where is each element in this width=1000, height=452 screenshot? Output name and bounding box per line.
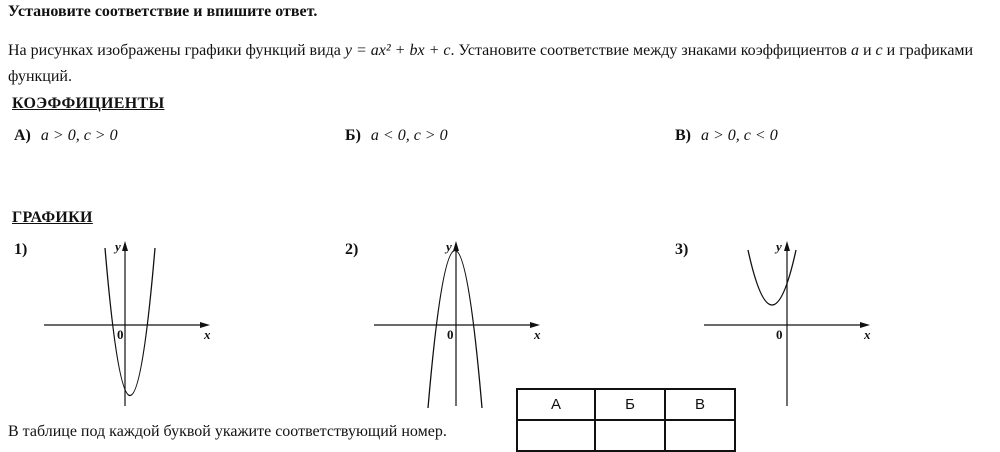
coefficient-option-a — [14, 127, 118, 145]
coefficient-a: a — [850, 42, 859, 59]
graph-label-3: 3) — [675, 241, 689, 258]
answer-table-input-row — [517, 420, 735, 451]
graph-1-y-arrow-icon — [122, 241, 128, 251]
graph-3 — [700, 238, 880, 408]
graph-1-x-label: x — [204, 327, 211, 342]
answer-table-header-row — [517, 389, 735, 420]
coefficients-heading: КОЭФФИЦИЕНТЫ — [12, 95, 165, 112]
answer-header-a: А — [517, 389, 595, 420]
graph-2-y-label: y — [446, 239, 452, 254]
coefficient-c: c — [875, 42, 883, 59]
option-condition-v: a > 0, c < 0 — [701, 127, 778, 144]
graph-2-parabola — [428, 251, 482, 409]
graph-1-parabola — [105, 248, 155, 396]
task-instruction — [8, 38, 993, 90]
table-prompt: В таблице под каждой буквой укажите соответствующий номер. — [8, 423, 447, 440]
graph-3-x-label: x — [864, 327, 871, 342]
instruction-text-end: и графиками функций. — [8, 42, 974, 85]
answer-table — [516, 388, 736, 452]
instruction-text-middle: . Установите соответствие между знаками коэффициентов — [450, 42, 851, 59]
answer-header-v: В — [665, 389, 735, 420]
graph-2 — [370, 238, 550, 408]
graph-1-origin: 0 — [117, 327, 124, 342]
answer-cell-a[interactable] — [517, 420, 595, 451]
option-label-v: В) — [675, 127, 691, 144]
option-label-b: Б) — [345, 127, 361, 144]
graphs-heading: ГРАФИКИ — [12, 209, 93, 226]
coefficient-option-b — [345, 127, 448, 145]
graph-label-1: 1) — [14, 241, 28, 258]
answer-cell-v[interactable] — [665, 420, 735, 451]
graph-2-origin: 0 — [447, 327, 454, 342]
answer-header-b: Б — [595, 389, 665, 420]
coefficient-option-v — [675, 127, 778, 145]
graph-1-y-label: y — [115, 239, 121, 254]
option-condition-b: a < 0, c > 0 — [370, 127, 448, 144]
answer-cell-b[interactable] — [595, 420, 665, 451]
option-condition-a: a > 0, c > 0 — [40, 127, 118, 144]
graph-2-x-label: x — [534, 327, 541, 342]
graph-3-y-arrow-icon — [784, 241, 790, 251]
function-formula: y = ax² + bx + c — [344, 42, 451, 59]
graph-2-y-arrow-icon — [453, 241, 459, 251]
graph-1 — [40, 238, 220, 408]
graph-label-2: 2) — [345, 241, 359, 258]
graph-3-parabola — [748, 250, 796, 305]
task-title: Установите соответствие и впишите ответ. — [8, 3, 318, 20]
instruction-conjunction: и — [858, 42, 876, 59]
graph-3-y-label: y — [776, 239, 782, 254]
instruction-text-start: На рисунках изображены графики функций вида — [8, 42, 345, 59]
graph-3-origin: 0 — [776, 327, 783, 342]
option-label-a: А) — [14, 127, 31, 144]
